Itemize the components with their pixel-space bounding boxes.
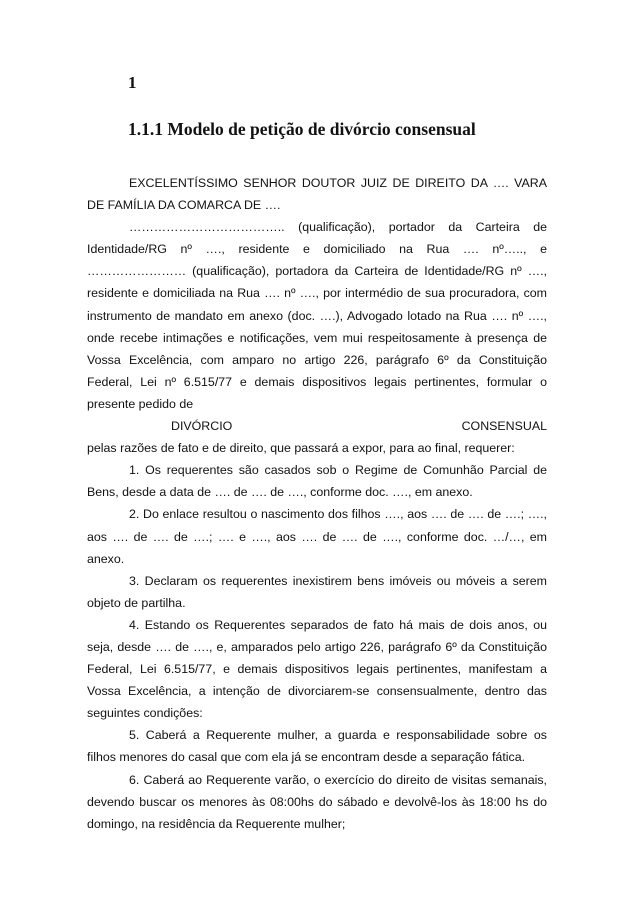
item-2-paragraph: 2. Do enlace resultou o nascimento dos filhos …., aos …. de …. de ….; …., aos …. de …. de ….; …. e …., aos …. de …. de …., conforme doc. …/…, em anexo. (87, 507, 547, 566)
qualification-paragraph: ……………………………….. (qualificação), portador da Carteira de Identidade/RG nº …., residente e domiciliado na Rua …. nº….., e …………………… (qualificação), portadora da Carteira de Identidade/RG nº …., residente e domiciliada na Rua …. nº …., por intermédio de sua procuradora, com instrumento de mandato em anexo (doc. ….), Advogado lotado na Rua …. nº …., onde recebe intimações e notificações, vem mui respeitosamente à presença de Vossa Excelência, com amparo no artigo 226, parágrafo 6º da Constituição Federal, Lei nº 6.515/77 e demais dispositivos legais pertinentes, formular o presente pedido de (87, 220, 547, 411)
section-heading: 1.1.1 Modelo de petição de divórcio consensual (128, 119, 476, 139)
salutation-paragraph: EXCELENTÍSSIMO SENHOR DOUTOR JUIZ DE DIREITO DA …. VARA DE FAMÍLIA DA COMARCA DE …. (87, 176, 547, 213)
item-5-paragraph: 5. Caberá a Requerente mulher, a guarda e responsabilidade sobre os filhos menores do casal que com ela já se encontram desde a separação fática. (87, 728, 547, 765)
petition-title-line (87, 415, 547, 437)
item-3-paragraph: 3. Declaram os requerentes inexistirem bens imóveis ou móveis a serem objeto de partilha. (87, 573, 547, 610)
chapter-number: 1 (128, 73, 137, 92)
petition-title-right: CONSENSUAL (461, 419, 547, 434)
petition-title-left: DIVÓRCIO (171, 419, 233, 434)
item-6-paragraph: 6. Caberá ao Requerente varão, o exercício do direito de visitas semanais, devendo buscar os menores às 08:00hs do sábado e devolvê-los às 18:00 hs do domingo, na residência da Requerente mulher; (87, 772, 547, 831)
item-4-paragraph: 4. Estando os Requerentes separados de fato há mais de dois anos, ou seja, desde …. de …., e, amparados pelo artigo 226, parágrafo 6º da Constituição Federal, Lei 6.515/77, e demais dispositivos legais pertinentes, manifestam a Vossa Excelência, a intenção de divorciarem-se consensualmente, dentro das seguintes condições: (87, 617, 547, 721)
item-1-paragraph: 1. Os requerentes são casados sob o Regime de Comunhão Parcial de Bens, desde a data de …. de …. de …., conforme doc. …., em anexo. (87, 463, 547, 500)
petition-title-continuation: pelas razões de fato e de direito, que passará a expor, para ao final, requerer: (87, 441, 515, 456)
petition-body (87, 172, 547, 835)
